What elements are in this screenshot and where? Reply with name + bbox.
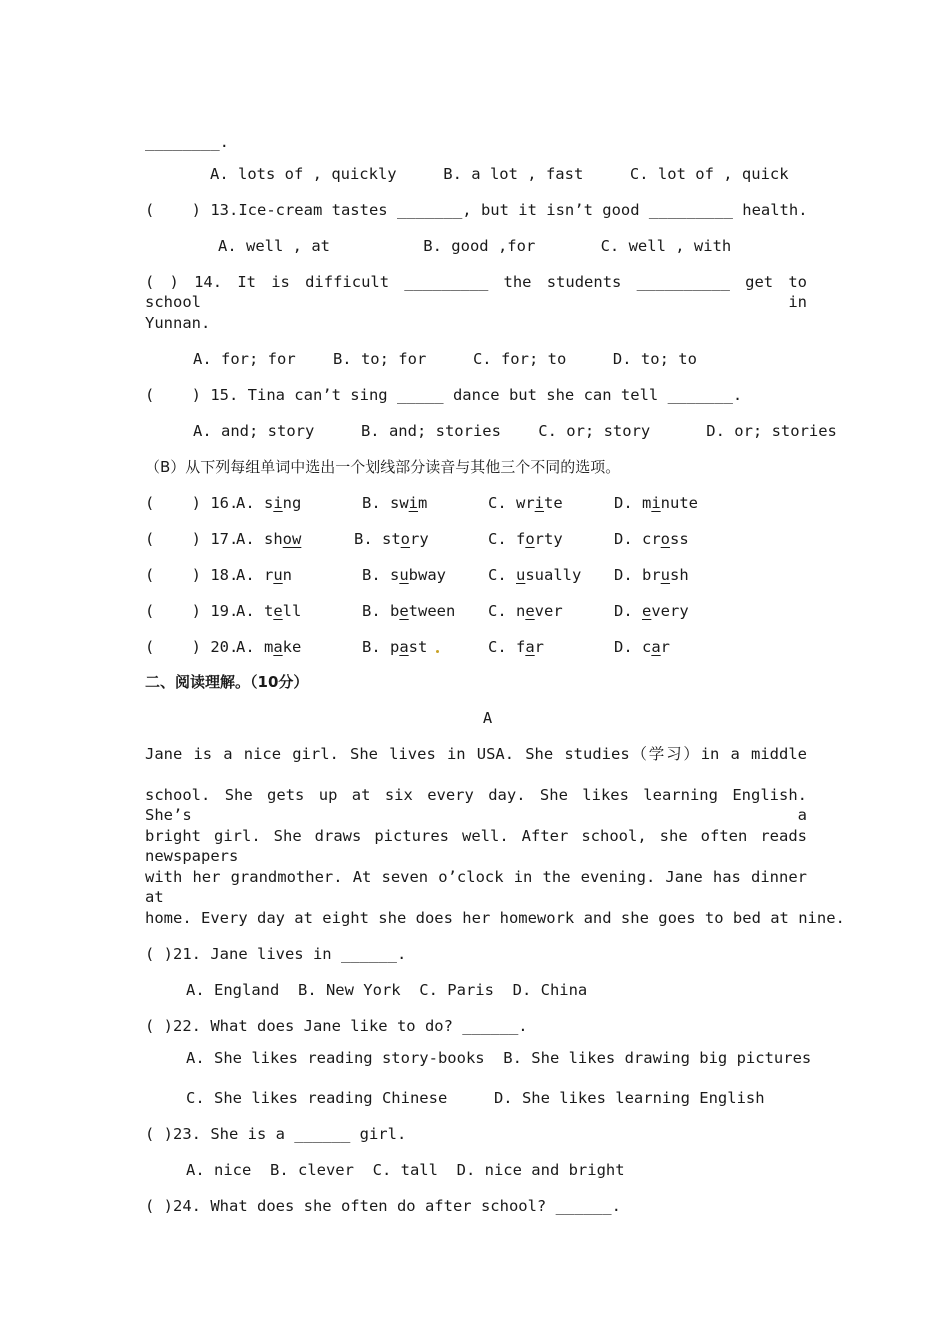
option-word-suffix: sh <box>670 566 689 584</box>
passage-line: Jane is a nice girl. She lives in USA. She studies（学习）in a middle <box>145 745 807 763</box>
phonics-option-c <box>488 601 628 621</box>
underlined-letters: i <box>534 494 545 512</box>
option-word-prefix: B. sw <box>362 494 409 512</box>
option-word-prefix: B. p <box>362 638 400 656</box>
option-word-prefix: C. <box>488 566 516 584</box>
q22-options-line-2: C. She likes reading Chinese D. She likes learning English <box>186 1089 765 1107</box>
option-word-suffix: m <box>418 494 428 512</box>
section-b-instruction: （B）从下列每组单词中选出一个划线部分读音与其他三个不同的选项。 <box>145 458 621 476</box>
option-word-suffix: nute <box>660 494 698 512</box>
phonics-option-c <box>488 637 628 657</box>
q13-options: A. well , at B. good ,for C. well , with <box>218 237 732 255</box>
option-word-suffix: ll <box>282 602 302 620</box>
underlined-letters: a <box>525 638 535 656</box>
option-word-suffix: r <box>660 638 671 656</box>
underlined-letters: ow <box>282 530 302 548</box>
option-word-suffix: very <box>651 602 689 620</box>
phonics-question-number: ( ) 20. <box>145 638 239 656</box>
phonics-question-number: ( ) 19. <box>145 602 239 620</box>
passage-line: with her grandmother. At seven o’clock in the evening. Jane has dinner at <box>145 868 807 906</box>
option-word-prefix: D. cr <box>614 530 661 548</box>
option-word-prefix: A. t <box>236 602 274 620</box>
option-word-prefix: B. st <box>354 530 401 548</box>
option-word-prefix: D. c <box>614 638 652 656</box>
phonics-question-number: ( ) 17. <box>145 530 239 548</box>
option-word-prefix: B. s <box>362 566 400 584</box>
option-word-prefix: A. m <box>236 638 274 656</box>
q24-stem: ( )24. What does she often do after school? ______. <box>145 1197 621 1215</box>
phonics-option-a <box>236 637 376 657</box>
phonics-option-c <box>488 529 628 549</box>
q12-options: A. lots of , quickly B. a lot , fast C. lot of , quick <box>210 165 789 183</box>
option-word-prefix: C. f <box>488 530 526 548</box>
phonics-option-a <box>236 565 376 585</box>
q23-stem: ( )23. She is a ______ girl. <box>145 1125 407 1143</box>
option-word-suffix: st <box>408 638 428 656</box>
option-word-prefix: A. s <box>236 494 274 512</box>
phonics-option-b <box>362 601 502 621</box>
option-word-suffix: tween <box>408 602 456 620</box>
option-word-suffix: r <box>534 638 545 656</box>
option-word-suffix: ss <box>670 530 689 548</box>
section-2-heading: 二、阅读理解。（10分） <box>145 673 309 691</box>
q14-stem: ( ) 14. It is difficult _________ the students __________ get to school in <box>145 273 807 311</box>
phonics-option-b <box>362 637 502 657</box>
underlined-letters: i <box>273 494 283 512</box>
option-word-suffix: bway <box>408 566 446 584</box>
underlined-letters: e <box>525 602 535 620</box>
phonics-option-a <box>236 601 376 621</box>
q22-options-line-1: A. She likes reading story-books B. She likes drawing big pictures <box>186 1049 812 1067</box>
phonics-option-b <box>362 493 502 513</box>
phonics-option-b <box>354 529 494 549</box>
option-word-suffix: n <box>282 566 293 584</box>
q12-answer-blank: ________. <box>145 133 229 151</box>
option-word-suffix: sually <box>525 566 582 584</box>
underlined-letters: a <box>273 638 283 656</box>
option-word-prefix: D. <box>614 602 642 620</box>
phonics-option-d <box>614 637 754 657</box>
phonics-option-c <box>488 493 628 513</box>
underlined-letters: e <box>399 602 409 620</box>
option-word-suffix: ke <box>282 638 302 656</box>
q15-stem: ( ) 15. Tina can’t sing _____ dance but she can tell _______. <box>145 386 743 404</box>
phonics-option-a <box>236 493 376 513</box>
option-word-prefix: C. n <box>488 602 526 620</box>
underlined-letters: u <box>516 566 526 584</box>
option-word-prefix: C. wr <box>488 494 535 512</box>
q21-stem: ( )21. Jane lives in ______. <box>145 945 407 963</box>
option-word-prefix: A. sh <box>236 530 283 548</box>
q22-stem: ( )22. What does Jane like to do? ______. <box>145 1017 528 1035</box>
q14-options: A. for; for B. to; for C. for; to D. to; to <box>193 350 697 368</box>
passage-line: bright girl. She draws pictures well. After school, she often reads newspapers <box>145 827 807 865</box>
option-word-suffix: ver <box>534 602 563 620</box>
phonics-option-d <box>614 565 754 585</box>
underlined-letters: a <box>651 638 661 656</box>
option-word-suffix: rty <box>534 530 563 548</box>
q21-options: A. England B. New York C. Paris D. China <box>186 981 588 999</box>
phonics-question-number: ( ) 16. <box>145 494 239 512</box>
option-word-prefix: B. b <box>362 602 400 620</box>
phonics-option-c <box>488 565 628 585</box>
phonics-option-b <box>362 565 502 585</box>
passage-line: school. She gets up at six every day. She likes learning English. She’s a <box>145 786 807 824</box>
option-word-prefix: D. br <box>614 566 661 584</box>
underlined-letters: o <box>525 530 535 548</box>
option-word-suffix: ry <box>410 530 429 548</box>
phonics-question-number: ( ) 18. <box>145 566 239 584</box>
passage-label: A <box>482 709 493 727</box>
stray-dot-mark <box>436 650 439 653</box>
passage-line: home. Every day at eight she does her homework and she goes to bed at nine. <box>145 909 845 927</box>
underlined-letters: u <box>660 566 671 584</box>
underlined-letters: o <box>660 530 671 548</box>
q15-options: A. and; story B. and; stories C. or; story D. or; stories <box>193 422 837 440</box>
q23-options: A. nice B. clever C. tall D. nice and bright <box>186 1161 625 1179</box>
underlined-letters: a <box>399 638 409 656</box>
underlined-letters: e <box>273 602 283 620</box>
option-word-prefix: A. r <box>236 566 274 584</box>
phonics-option-d <box>614 529 754 549</box>
phonics-option-d <box>614 601 754 621</box>
phonics-option-d <box>614 493 754 513</box>
option-word-prefix: D. m <box>614 494 652 512</box>
underlined-letters: u <box>273 566 283 584</box>
underlined-letters: e <box>642 602 652 620</box>
underlined-letters: i <box>651 494 661 512</box>
underlined-letters: o <box>400 530 411 548</box>
underlined-letters: i <box>408 494 419 512</box>
q13-stem: ( ) 13.Ice-cream tastes _______, but it isn’t good _________ health. <box>145 201 808 219</box>
q14-stem-continued: Yunnan. <box>145 314 211 332</box>
option-word-suffix: te <box>544 494 563 512</box>
option-word-prefix: C. f <box>488 638 526 656</box>
option-word-suffix: ng <box>282 494 302 512</box>
underlined-letters: u <box>399 566 409 584</box>
